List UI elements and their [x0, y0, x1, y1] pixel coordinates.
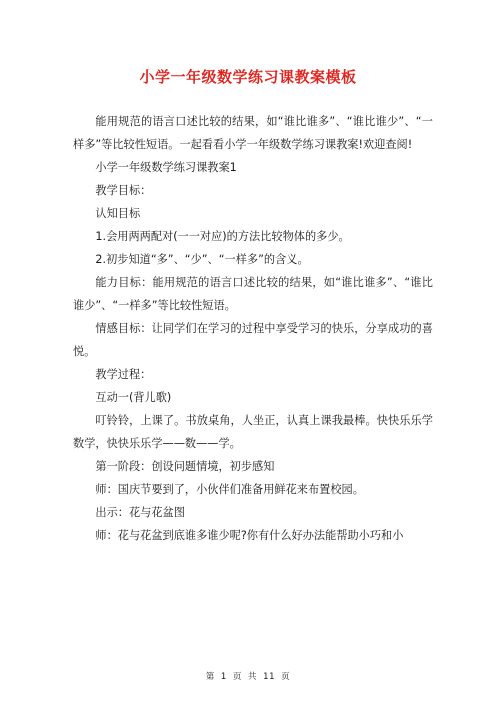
footer-total-word: 共	[247, 672, 258, 682]
nursery-rhyme: 叮铃铃，上课了。书放桌角，人坐正，认真上课我最棒。快快乐乐学数学，快快乐乐学——数——学。	[73, 414, 433, 450]
footer-prefix: 第	[205, 672, 215, 682]
lesson-heading: 小学一年级数学练习课教案1	[95, 161, 237, 174]
emotion-goal: 情感目标：让同学们在学习的过程中享受学习的快乐，分享成功的喜悦。	[73, 322, 433, 358]
intro-paragraph: 能用规范的语言口述比较的结果，如“谁比谁多”、“谁比谁少”、“一样多”等比较性短语。一起看看小学一年级数学练习课教案!欢迎查阅!	[73, 115, 433, 151]
teacher-line-1: 师：国庆节要到了，小伙伴们准备用鲜花来布置校园。	[95, 483, 364, 496]
footer-suffix: 页	[281, 672, 291, 682]
stage-one-heading: 第一阶段：创设问题情境，初步感知	[95, 460, 275, 473]
cognitive-goal-1: 1.会用两两配对(一一对应)的方法比较物体的多少。	[95, 230, 350, 243]
show-picture-line: 出示：花与花盆图	[95, 506, 185, 519]
footer-total-pages: 11	[263, 672, 276, 682]
teaching-process-label: 教学过程：	[95, 368, 152, 381]
cognitive-goals-label: 认知目标	[95, 207, 141, 220]
document-title: 小学一年级数学练习课教案模板	[139, 68, 357, 86]
footer-current-page: 1	[220, 672, 227, 682]
teaching-goals-label: 教学目标：	[95, 184, 152, 197]
teacher-line-2: 师：花与花盆到底谁多谁少呢?你有什么好办法能帮助小巧和小	[95, 529, 404, 542]
interaction-one-label: 互动一(背儿歌)	[95, 391, 172, 404]
document-body	[73, 110, 433, 547]
page-footer	[0, 670, 496, 682]
footer-page-word: 页	[232, 672, 242, 682]
cognitive-goal-2: 2.初步知道“多”、“少”、“一样多”的含义。	[95, 253, 309, 266]
ability-goal: 能力目标：能用规范的语言口述比较的结果，如“谁比谁多”、“谁比谁少”、“一样多”等比较性短语。	[73, 276, 433, 312]
